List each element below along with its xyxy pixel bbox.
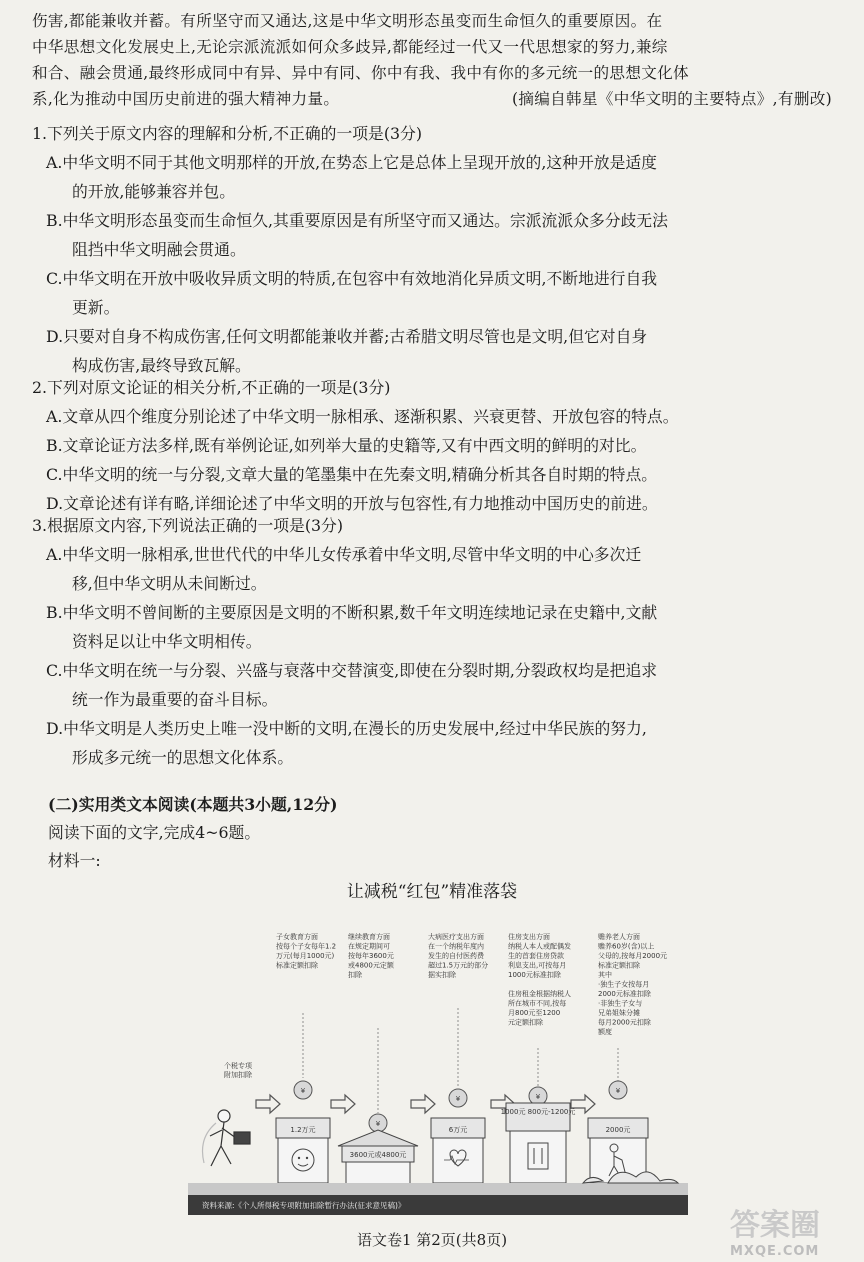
deduction-note-line: 月800元至1200 bbox=[508, 1009, 561, 1017]
tax-deduction-infographic bbox=[188, 918, 688, 1218]
house-medical bbox=[431, 1118, 485, 1183]
watermark-top: 答案圈 bbox=[730, 1208, 820, 1243]
deduction-note-line: 兄弟姐妹分摊 bbox=[598, 1009, 640, 1017]
deduction-note-line: 或4800元定额 bbox=[348, 961, 394, 970]
section-instruction: 阅读下面的文字,完成4~6题。 bbox=[48, 823, 261, 842]
deduction-note-line: 标准定额扣除 bbox=[598, 961, 640, 970]
question-stem: 2.下列对原文论证的相关分析,不正确的一项是(3分) bbox=[32, 378, 391, 397]
deduction-note-line: 2000元标准扣除 bbox=[598, 990, 651, 998]
deduction-note-line: 大病医疗支出方面 bbox=[428, 933, 484, 941]
left-label-2: 附加扣除 bbox=[224, 1071, 252, 1079]
svg-text:¥: ¥ bbox=[615, 1087, 621, 1095]
option-c: C.中华文明在统一与分裂、兴盛与衰落中交替演变,即使在分裂时期,分裂政权均是把追求 bbox=[46, 661, 658, 680]
option-b: B.文章论证方法多样,既有举例论证,如列举大量的史籍等,又有中西文明的鲜明的对比。 bbox=[46, 436, 647, 455]
question-stem: 3.根据原文内容,下列说法正确的一项是(3分) bbox=[32, 516, 344, 535]
yen-coin-icon bbox=[449, 1089, 467, 1107]
question-1 bbox=[32, 120, 842, 380]
yen-coin-icon bbox=[529, 1087, 547, 1105]
option-c-cont: 统一作为最重要的奋斗目标。 bbox=[72, 690, 278, 709]
deduction-note-line: 父母的,按每月2000元 bbox=[598, 952, 668, 960]
option-d: D.文章论述有详有略,详细论述了中华文明的开放与包容性,有力地推动中国历史的前进。 bbox=[46, 494, 658, 513]
deduction-note-line: 1000元标准扣除 bbox=[508, 971, 561, 979]
option-c: C.中华文明在开放中吸收异质文明的特质,在包容中有效地消化异质文明,不断地进行自我 bbox=[46, 269, 658, 288]
passage-text: 系,化为推动中国历史前进的强大精神力量。 bbox=[32, 90, 340, 108]
deduction-note-line: 发生的自付医药费 bbox=[428, 952, 484, 960]
question-2 bbox=[32, 374, 842, 518]
passage-line: 伤害,都能兼收并蓄。有所坚守而又通达,这是中华文明形态虽变而生命恒久的重要原因。在 bbox=[32, 12, 663, 30]
deduction-note-line: 额度 bbox=[598, 1028, 612, 1036]
question-3 bbox=[32, 512, 842, 772]
option-a: A.中华文明一脉相承,世世代代的中华儿女传承着中华文明,尽管中华文明的中心多次迁 bbox=[46, 545, 642, 564]
deduction-note-line: 扣除 bbox=[348, 971, 362, 979]
svg-text:1000元 800元-1200元: 1000元 800元-1200元 bbox=[500, 1108, 576, 1116]
option-a: A.文章从四个维度分别论述了中华文明一脉相承、逐渐积累、兴衰更替、开放包容的特点。 bbox=[46, 407, 679, 426]
house-housing bbox=[501, 1103, 576, 1183]
passage-line: 和合、融会贯通,最终形成同中有异、异中有同、你中有我、我中有你的多元统一的思想文化体 bbox=[32, 64, 689, 82]
passage-paragraph bbox=[32, 8, 832, 112]
option-d: D.中华文明是人类历史上唯一没中断的文明,在漫长的历史发展中,经过中华民族的努力, bbox=[46, 719, 647, 738]
deduction-note-line: ·非独生子女与 bbox=[598, 999, 643, 1008]
option-c-cont: 更新。 bbox=[72, 298, 120, 317]
yen-coin-icon bbox=[294, 1081, 312, 1099]
deduction-note-line: 住房支出方面 bbox=[508, 933, 550, 941]
option-c: C.中华文明的统一与分裂,文章大量的笔墨集中在先秦文明,精确分析其各自时期的特点。 bbox=[46, 465, 658, 484]
deduction-note-line: 元定额扣除 bbox=[508, 1018, 543, 1027]
deduction-note-line: 在规定期间可 bbox=[348, 942, 390, 951]
deduction-note-line: 赡养老人方面 bbox=[598, 933, 640, 941]
deduction-note-line: 标准定额扣除 bbox=[276, 961, 318, 970]
deduction-note-line: ·独生子女按每月 bbox=[598, 980, 650, 989]
deduction-note-line: 继续教育方面 bbox=[348, 933, 390, 941]
passage-line bbox=[32, 86, 832, 112]
deduction-note-line: 纳税人本人或配偶发 bbox=[508, 942, 571, 951]
option-b: B.中华文明不曾间断的主要原因是文明的不断积累,数千年文明连续地记录在史籍中,文献 bbox=[46, 603, 658, 622]
figure-title: 让减税“红包”精准落袋 bbox=[346, 882, 518, 902]
yen-coin-icon bbox=[369, 1114, 387, 1132]
deduction-note-line: 据实扣除 bbox=[428, 971, 456, 979]
question-stem: 1.下列关于原文内容的理解和分析,不正确的一项是(3分) bbox=[32, 124, 423, 143]
deduction-note-line: 生的首套住房贷款 bbox=[508, 952, 564, 960]
svg-text:¥: ¥ bbox=[300, 1087, 306, 1095]
option-a-cont: 移,但中华文明从未间断过。 bbox=[72, 574, 267, 593]
deduction-note-line: 所在城市不同,按每 bbox=[508, 999, 567, 1008]
yen-coin-icon bbox=[609, 1081, 627, 1099]
deduction-note-line: 利息支出,可按每月 bbox=[508, 961, 567, 970]
briefcase-icon bbox=[234, 1132, 250, 1144]
svg-text:1.2万元: 1.2万元 bbox=[290, 1126, 316, 1134]
left-label-1: 个税专项 bbox=[224, 1062, 252, 1070]
option-b-cont: 资料足以让中华文明相传。 bbox=[72, 632, 262, 651]
option-d-cont: 构成伤害,最终导致瓦解。 bbox=[72, 356, 251, 375]
deduction-note-line: 按每年3600元 bbox=[348, 952, 394, 960]
deduction-note-line: 在一个纳税年度内 bbox=[428, 942, 484, 951]
svg-text:3600元或4800元: 3600元或4800元 bbox=[349, 1151, 407, 1159]
svg-text:¥: ¥ bbox=[455, 1095, 461, 1103]
house-child-education bbox=[276, 1118, 330, 1183]
deduction-note-line: 住房租金根据纳税人 bbox=[508, 990, 571, 998]
option-a: A.中华文明不同于其他文明那样的开放,在势态上它是总体上呈现开放的,这种开放是适度 bbox=[46, 153, 657, 172]
deduction-note-line: 按每个子女每年1.2 bbox=[276, 942, 337, 951]
svg-text:¥: ¥ bbox=[375, 1120, 381, 1128]
watermark-logo bbox=[730, 1200, 858, 1258]
option-b: B.中华文明形态虽变而生命恒久,其重要原因是有所坚守而又通达。宗派流派众多分歧无法 bbox=[46, 211, 668, 230]
watermark-bottom: MXQE.COM bbox=[730, 1244, 820, 1259]
passage-line: 中华思想文化发展史上,无论宗派流派如何众多歧异,都能经过一代又一代思想家的努力,兼综 bbox=[32, 38, 668, 56]
material-label: 材料一: bbox=[48, 851, 101, 870]
svg-text:2000元: 2000元 bbox=[605, 1126, 631, 1134]
figure-source: 资料来源:《个人所得税专项附加扣除暂行办法(征求意见稿)》 bbox=[202, 1201, 406, 1210]
section-heading: (二)实用类文本阅读(本题共3小题,12分) bbox=[48, 795, 338, 814]
deduction-note-line: 万元(每月1000元) bbox=[276, 952, 335, 960]
deduction-note-line: 超过1.5万元的部分 bbox=[428, 961, 489, 970]
page-footer: 语文卷1 第2页(共8页) bbox=[356, 1231, 508, 1249]
passage-source: (摘编自韩星《中华文明的主要特点》,有删改) bbox=[511, 90, 832, 108]
option-d: D.只要对自身不构成伤害,任何文明都能兼收并蓄;古希腊文明尽管也是文明,但它对自身 bbox=[46, 327, 648, 346]
deduction-note-line: 每月2000元扣除 bbox=[598, 1018, 651, 1027]
option-a-cont: 的开放,能够兼容并包。 bbox=[72, 182, 235, 201]
svg-text:6万元: 6万元 bbox=[448, 1126, 468, 1134]
deduction-note-line: 子女教育方面 bbox=[276, 933, 318, 941]
deduction-note-line: 赡养60岁(含)以上 bbox=[598, 942, 655, 951]
svg-text:¥: ¥ bbox=[535, 1093, 541, 1101]
deduction-note-line: 其中 bbox=[598, 971, 612, 979]
option-d-cont: 形成多元统一的思想文化体系。 bbox=[72, 748, 294, 767]
option-b-cont: 阻挡中华文明融会贯通。 bbox=[72, 240, 246, 259]
